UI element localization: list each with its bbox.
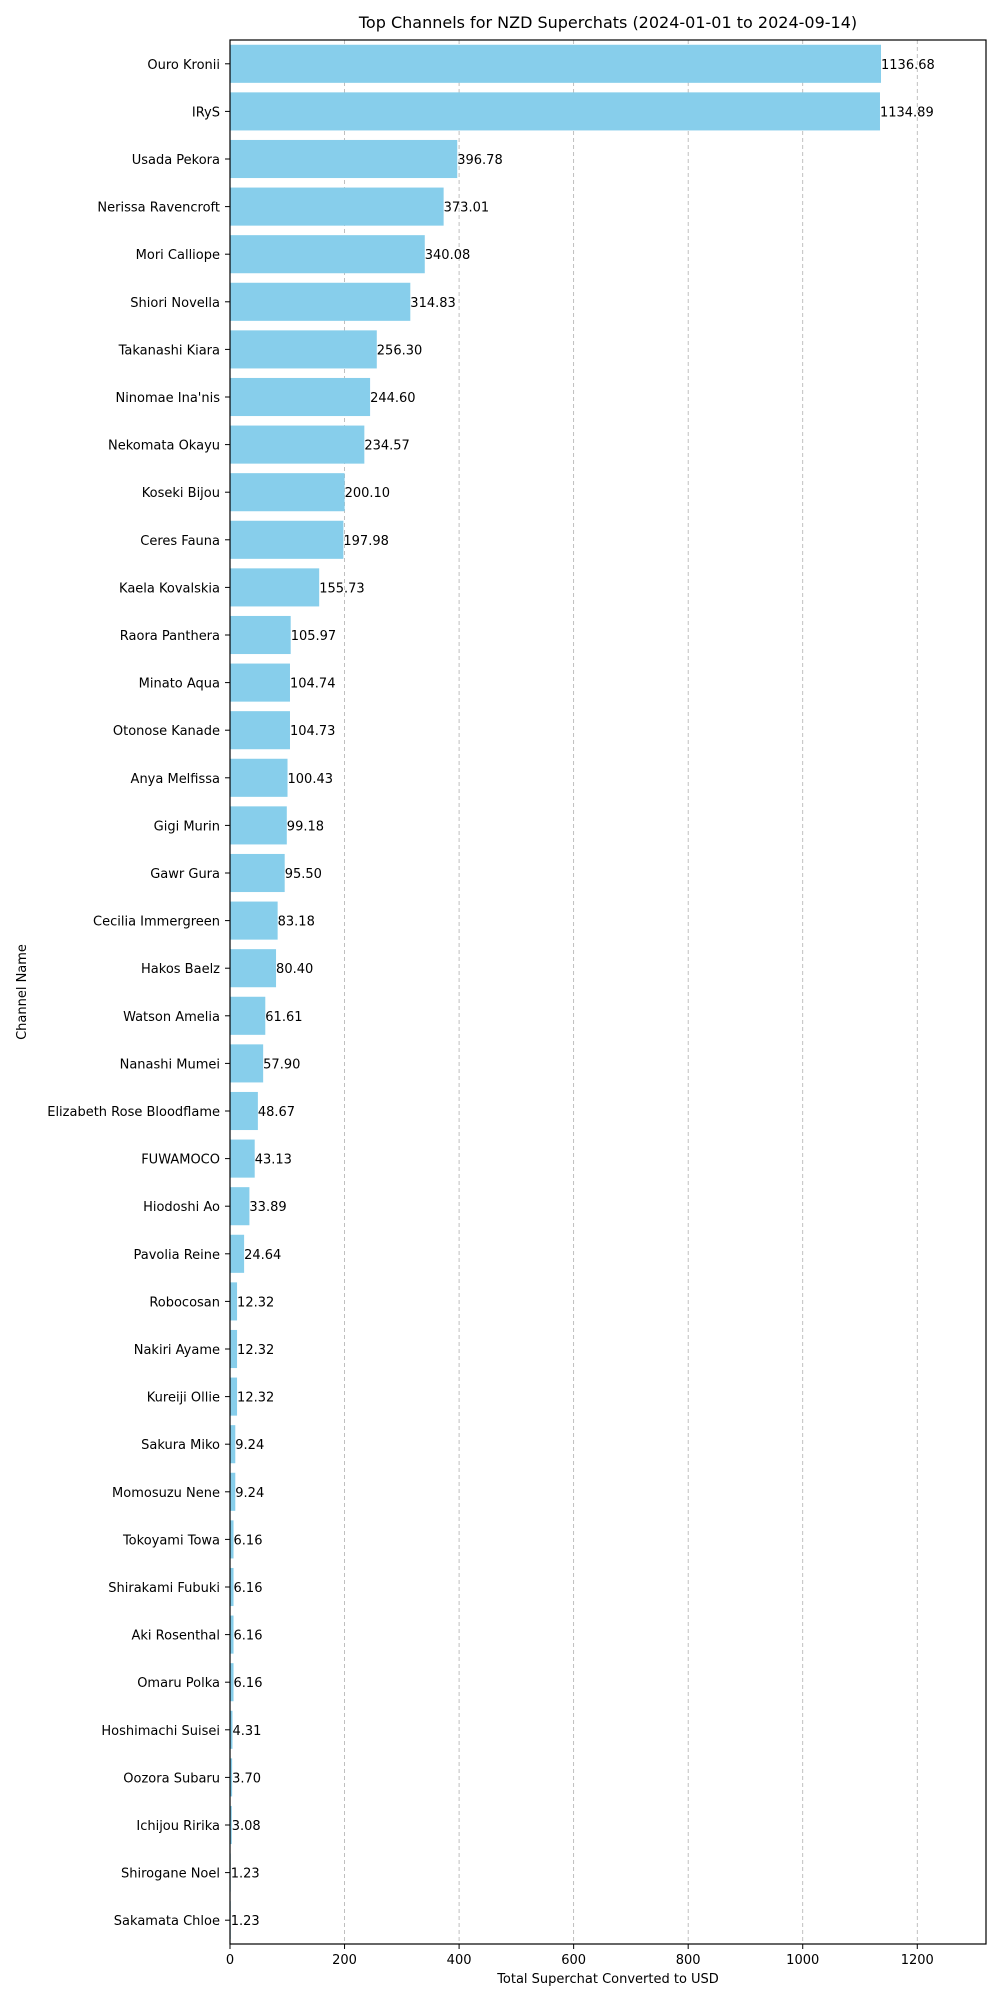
y-tick-label: Usada Pekora — [131, 153, 220, 168]
bar-value-label: 61.61 — [265, 1009, 303, 1025]
bar-value-label: 104.73 — [289, 724, 336, 740]
y-tick-label: Sakura Miko — [141, 1438, 220, 1454]
x-axis-label: Total Superchat Converted to USD — [497, 1972, 719, 1987]
x-tick-label: 0 — [225, 1953, 235, 1968]
grid-lines — [345, 40, 918, 1944]
x-tick-label: 200 — [332, 1953, 357, 1968]
bar — [230, 1235, 244, 1273]
y-tick-label: Otonose Kanade — [112, 724, 220, 740]
bar — [230, 140, 457, 178]
bar-value-label: 83.18 — [277, 914, 315, 930]
y-axis-label: Channel Name — [15, 944, 30, 1040]
bar-value-label: 80.40 — [276, 962, 314, 978]
y-tick-label: Shiori Novella — [130, 295, 220, 311]
y-tick-label: Ninomae Ina'nis — [115, 391, 220, 406]
bar — [230, 1092, 258, 1130]
bar-value-label: 244.60 — [370, 391, 416, 406]
bar — [230, 45, 881, 83]
bar-value-label: 9.24 — [235, 1485, 265, 1501]
bar-value-label: 6.16 — [233, 1581, 263, 1596]
bar-value-label: 197.98 — [343, 533, 389, 549]
bar — [230, 235, 425, 273]
bar-value-label: 95.50 — [284, 867, 322, 882]
y-tick-label: Ouro Kronii — [147, 57, 220, 73]
y-tick-label: Minato Aqua — [138, 676, 220, 692]
bar-value-label: 104.74 — [289, 676, 336, 692]
y-tick-label: Takanashi Kiara — [118, 343, 220, 359]
y-tick-label: Sakamata Chloe — [113, 1914, 220, 1930]
y-tick-label: Watson Amelia — [123, 1009, 220, 1025]
bar — [230, 1187, 249, 1225]
bar-value-label: 314.83 — [410, 295, 456, 311]
bar-value-label: 256.30 — [376, 343, 423, 359]
bar — [230, 1282, 237, 1320]
y-tick-labels — [47, 58, 230, 1929]
bar-value-label: 105.97 — [290, 629, 337, 644]
bar-value-label: 57.90 — [263, 1057, 301, 1073]
bar — [230, 92, 880, 130]
y-tick-label: Hakos Baelz — [141, 962, 220, 978]
x-tick-label: 1200 — [900, 1953, 934, 1968]
bar — [230, 378, 370, 416]
y-tick-label: Nerissa Ravencroft — [97, 200, 220, 216]
bar-value-label: 200.10 — [344, 486, 391, 502]
y-tick-label: Gawr Gura — [150, 867, 220, 882]
bar — [230, 806, 287, 844]
x-tick-label: 800 — [675, 1953, 701, 1968]
bar-value-label: 12.32 — [237, 1390, 275, 1406]
bar-value-label: 1136.68 — [881, 57, 935, 73]
y-tick-label: Mori Calliope — [135, 248, 220, 264]
y-tick-label: Tokoyami Towa — [122, 1533, 220, 1549]
y-tick-label: Kaela Kovalskia — [119, 581, 220, 597]
y-tick-label: Ceres Fauna — [140, 533, 220, 549]
y-tick-label: Shirakami Fubuki — [108, 1581, 220, 1596]
bar-value-label: 3.70 — [232, 1771, 262, 1787]
y-tick-label: Hoshimachi Suisei — [101, 1723, 220, 1739]
y-tick-label: Omaru Polka — [137, 1676, 220, 1692]
y-tick-label: Robocosan — [149, 1295, 220, 1311]
bar-value-label: 3.08 — [231, 1819, 261, 1834]
bar — [230, 568, 319, 606]
bar-value-label: 99.18 — [286, 819, 325, 835]
y-tick-label: Kureiji Ollie — [146, 1390, 220, 1406]
bar-value-label: 12.32 — [237, 1343, 275, 1358]
bar — [230, 283, 410, 321]
bar-value-label: 33.89 — [249, 1200, 287, 1216]
bar — [230, 616, 291, 654]
bar — [230, 1140, 255, 1178]
bar-value-label: 373.01 — [443, 200, 490, 216]
bar — [230, 664, 290, 702]
y-tick-label: Gigi Murin — [153, 819, 220, 835]
bar — [230, 330, 377, 368]
bar — [230, 997, 265, 1035]
y-tick-label: Raora Panthera — [119, 629, 220, 644]
bar-value-label: 1.23 — [230, 1866, 260, 1882]
bars — [230, 45, 881, 1939]
bar — [230, 521, 343, 559]
bar — [230, 1330, 237, 1368]
y-tick-label: Ichijou Ririka — [136, 1819, 220, 1834]
y-tick-label: Nakiri Ayame — [133, 1343, 220, 1358]
bar-value-label: 1.23 — [230, 1914, 260, 1930]
y-tick-label: Momosuzu Nene — [112, 1485, 220, 1501]
y-tick-label: Shirogane Noel — [121, 1866, 220, 1882]
y-tick-label: Oozora Subaru — [123, 1771, 220, 1787]
bar-value-label: 396.78 — [457, 153, 503, 168]
bar — [230, 902, 278, 940]
bar — [230, 473, 345, 511]
y-tick-label: IRyS — [191, 105, 220, 121]
bar — [230, 854, 285, 892]
bar — [230, 949, 276, 987]
x-tick-label: 1000 — [786, 1953, 820, 1968]
bar-value-label: 48.67 — [257, 1105, 296, 1120]
y-tick-label: Anya Melfissa — [130, 771, 220, 787]
y-tick-label: Koseki Bijou — [141, 486, 220, 502]
bar-value-label: 9.24 — [235, 1438, 265, 1454]
x-tick-labels — [226, 1944, 934, 1968]
bar-value-label: 12.32 — [237, 1295, 275, 1311]
bar — [230, 1044, 263, 1082]
bar-value-label: 155.73 — [319, 581, 365, 597]
bar — [230, 759, 288, 797]
bar-value-label: 340.08 — [424, 248, 471, 264]
plot-frame — [230, 40, 986, 1944]
bar — [230, 711, 290, 749]
bar-value-label: 4.31 — [232, 1723, 262, 1739]
y-tick-label: Hiodoshi Ao — [143, 1200, 220, 1216]
bar-value-label: 234.57 — [364, 438, 410, 454]
y-tick-label: Nekomata Okayu — [108, 438, 220, 454]
y-tick-label: Pavolia Reine — [133, 1247, 220, 1263]
bar-value-label: 1134.89 — [879, 105, 934, 121]
x-tick-label: 400 — [446, 1953, 472, 1968]
bar-value-label: 6.16 — [233, 1676, 263, 1692]
bar — [230, 426, 364, 464]
bar-value-label: 6.16 — [233, 1533, 263, 1549]
bar-value-label: 100.43 — [287, 771, 334, 787]
x-tick-label: 600 — [561, 1953, 587, 1968]
y-tick-label: FUWAMOCO — [141, 1152, 220, 1168]
y-tick-label: Elizabeth Rose Bloodflame — [47, 1105, 220, 1120]
bar-value-label: 24.64 — [244, 1247, 282, 1263]
y-tick-label: Aki Rosenthal — [131, 1628, 220, 1644]
y-tick-label: Cecilia Immergreen — [93, 914, 220, 930]
bar — [230, 1378, 237, 1416]
bar — [230, 188, 444, 226]
bar-value-label: 43.13 — [254, 1152, 292, 1168]
y-tick-label: Nanashi Mumei — [119, 1057, 220, 1073]
chart-title: Top Channels for NZD Superchats (2024-01-01 to 2024-09-14) — [358, 13, 858, 32]
bar-value-label: 6.16 — [233, 1628, 263, 1644]
